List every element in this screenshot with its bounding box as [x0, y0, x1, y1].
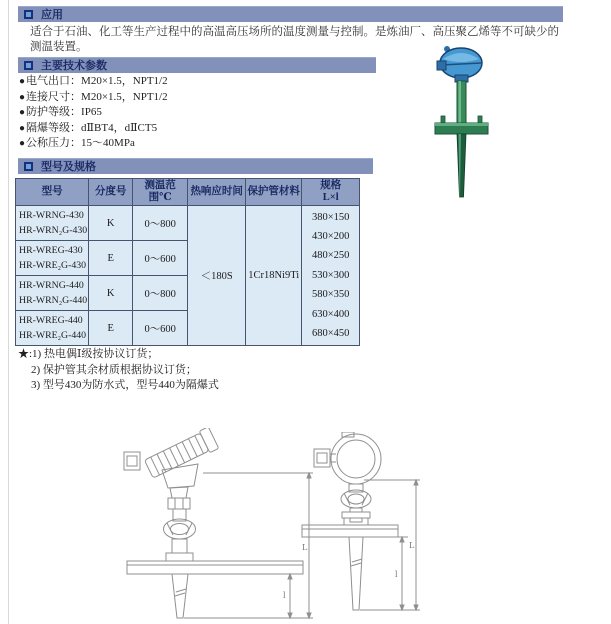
section-bullet-icon [24, 10, 33, 19]
page-edge-line [8, 0, 9, 624]
header-model: 型号 [16, 179, 89, 206]
photo-stem [457, 81, 466, 123]
section-header-models [18, 158, 373, 174]
cell-graduation: K [89, 276, 133, 311]
cell-graduation: K [89, 206, 133, 241]
parameter-item [19, 136, 419, 152]
bullet-icon: ● [19, 138, 26, 150]
parameter-text: 防护等级：IP65 [26, 106, 102, 119]
cell-range: 0～800 [133, 276, 188, 311]
section-header-application [18, 6, 563, 22]
parameter-text: 公称压力：15～40MPa [26, 137, 135, 150]
section-title-models: 型号及规格 [41, 161, 96, 173]
dim-label-l: l [283, 591, 286, 600]
header-response: 热响应时间 [188, 179, 246, 206]
parameter-item [19, 121, 419, 137]
cell-range: 0～600 [133, 241, 188, 276]
header-material: 保护管材料 [246, 179, 302, 206]
section-title-parameters: 主要技术参数 [41, 60, 107, 72]
section-bullet-icon [24, 162, 33, 171]
bullet-icon: ● [19, 91, 26, 103]
cell-model: HR-WRNG-430 HR-WRN₂G-430 [16, 206, 89, 241]
dim-label-L: L [409, 541, 415, 550]
parameter-text: 连接尺寸：M20×1.5，NPT1/2 [26, 90, 168, 103]
cell-response-time: ＜180S [188, 206, 246, 346]
bullet-icon: ● [19, 122, 26, 134]
parameter-text: 电气出口：M20×1.5，NPT1/2 [26, 75, 168, 87]
cell-graduation: E [89, 241, 133, 276]
cell-model: HR-WREG-430 HR-WRE₂G-430 [16, 241, 89, 276]
footnote-line: 3) 型号430为防水式，型号440为隔爆式 [31, 379, 219, 391]
parameter-item [19, 74, 419, 90]
cell-range: 0～600 [133, 311, 188, 346]
application-text: 适合于石油、化工等生产过程中的高温高压场所的温度测量与控制。是炼油厂、高压聚乙烯等不可缺少的测温装置。 [30, 26, 559, 53]
cell-model: HR-WRNG-440 HR-WRN₂G-440 [16, 276, 89, 311]
header-spec-line2: L×l [322, 192, 339, 203]
section-title-application: 应用 [41, 9, 63, 21]
footnote-line: ★:1) 热电偶Ⅰ级按协议订货； [18, 348, 159, 360]
photo-probe [457, 134, 466, 197]
bullet-icon: ● [19, 76, 26, 87]
cell-range: 0～800 [133, 206, 188, 241]
section-bullet-icon [24, 61, 33, 70]
header-range: 测温范围℃ [133, 179, 188, 206]
spec-table-header-row [16, 179, 360, 206]
parameter-list [19, 74, 419, 152]
drawing-explosion-proof-440 [298, 432, 433, 614]
spec-table [15, 178, 360, 346]
table-row [16, 206, 360, 241]
drawing-waterproof-430 [118, 428, 318, 622]
dim-label-l: l [395, 570, 398, 579]
footnote-line: 2) 保护管其余材质根据协议订货； [31, 363, 197, 376]
cell-model: HR-WREG-440 HR-WRE₂G-440 [16, 311, 89, 346]
thermocouple-photo [425, 45, 505, 205]
header-spec [302, 179, 360, 206]
header-graduation: 分度号 [89, 179, 133, 206]
cell-graduation: E [89, 311, 133, 346]
parameter-item [19, 90, 419, 106]
parameter-text: 隔爆等级：dⅡBT4，dⅡCT5 [26, 121, 158, 134]
cell-specs: 380×150 430×200 480×250 530×300 580×350 630×400 680×450 [302, 206, 360, 346]
cell-material: 1Cr18Ni9Ti [246, 206, 302, 346]
footnotes [18, 347, 219, 394]
parameter-item [19, 105, 419, 121]
header-spec-line1: 规格 [320, 180, 342, 191]
bullet-icon: ● [19, 107, 26, 119]
dim-label-L: L [302, 543, 308, 552]
section-header-parameters [18, 57, 376, 73]
